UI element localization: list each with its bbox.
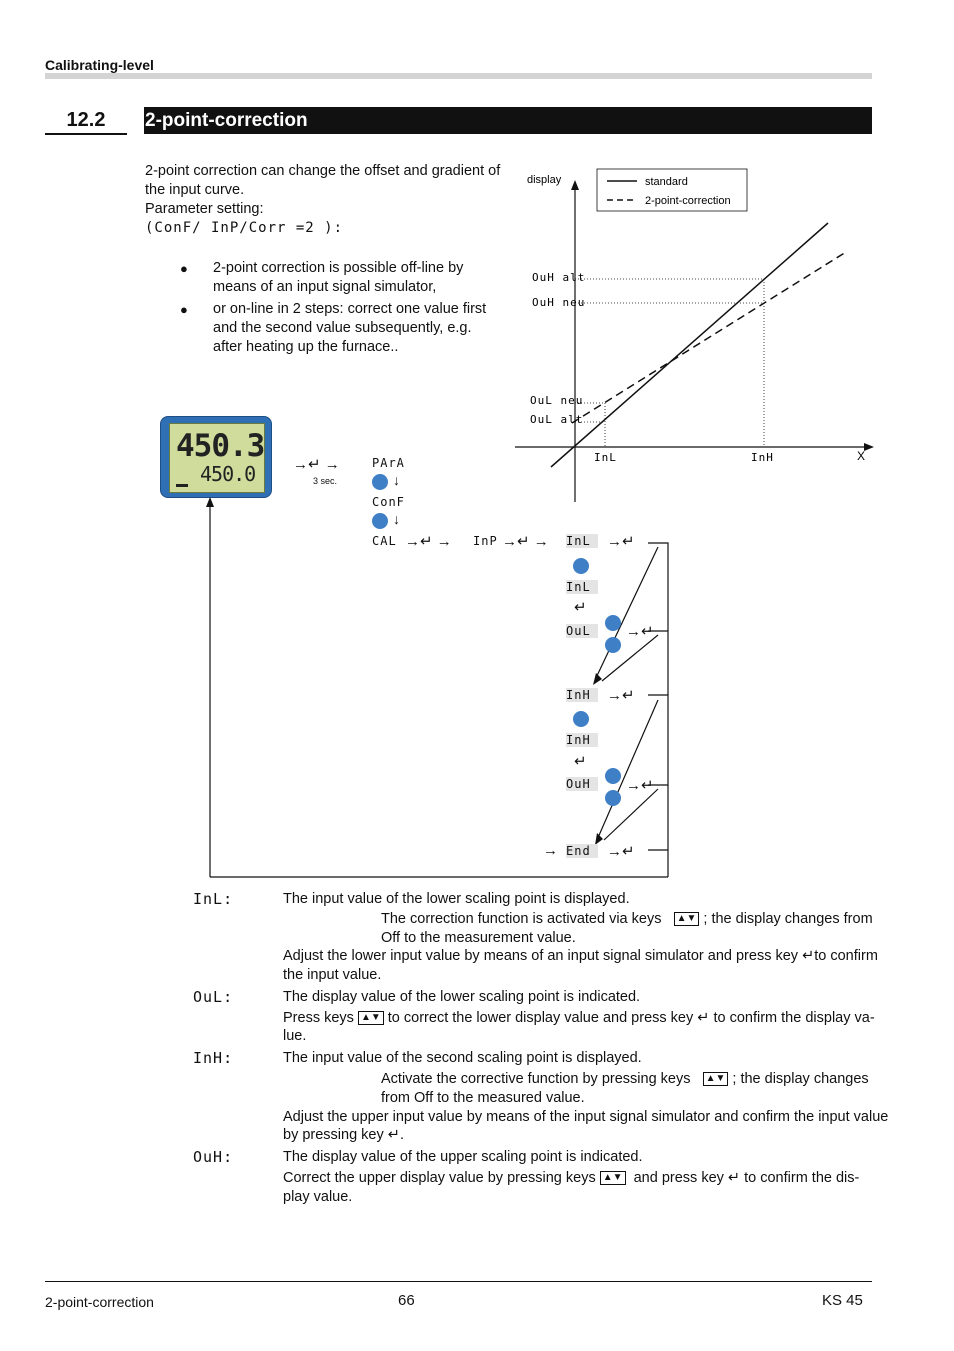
intro-line-2: the input curve. (145, 182, 245, 198)
return-arrow (206, 497, 214, 507)
footer-section: 2-point-correction (45, 1294, 154, 1310)
arrowhead (593, 673, 602, 685)
marker-oul-alt: OuL alt (530, 413, 584, 426)
lcd-indicator (176, 484, 188, 487)
flow-node-ouh: OuH (566, 777, 598, 791)
legend-correction: 2-point-correction (645, 195, 731, 207)
down-key-icon (605, 637, 621, 653)
device-display (160, 416, 272, 498)
enter-key-icon: ↵ (574, 753, 587, 770)
series-standard (551, 223, 828, 467)
bullet-1-line-1: 2-point correction is possible off-line by (213, 260, 464, 276)
flow-node-inh-active: InH (566, 733, 598, 747)
bullet-2-line-2: and the second value subsequently, e.g. (213, 320, 472, 336)
term-inl: InL: (193, 890, 234, 908)
desc-inl-1: The input value of the lower scaling point is displayed. (283, 891, 630, 907)
lcd-screen (169, 423, 265, 493)
up-key-icon (605, 615, 621, 631)
flow-node-end: End (566, 844, 598, 858)
flow-enter-arrows: →↵ (607, 843, 635, 860)
down-arrow-icon: ↓ (393, 472, 400, 488)
flow-node-para: PArA (372, 456, 405, 470)
marker-oul-neu: OuL neu (530, 394, 584, 407)
flow-hold-label: 3 sec. (313, 476, 338, 486)
up-down-keys-icon: ▲▼ (703, 1072, 729, 1086)
section-title: 2-point-correction (145, 110, 308, 131)
flow-arrow: → (543, 842, 558, 859)
desc-inh-3: from Off to the measured value. (381, 1090, 585, 1106)
marker-ouh-neu: OuH neu (532, 296, 586, 309)
flow-node-oul: OuL (566, 624, 598, 638)
flow-right-rail (648, 543, 668, 877)
desc-inl-3: Off to the measurement value. (381, 930, 576, 946)
enter-key-icon: ↵ (727, 1170, 741, 1186)
desc-inh-5: by pressing key ↵. (283, 1127, 404, 1143)
lcd-top-value: 450.3 (176, 428, 265, 464)
desc-inh-1: The input value of the second scaling point is displayed. (283, 1050, 642, 1066)
enter-key-icon: ↵ (387, 1127, 400, 1143)
desc-inh-2: Activate the corrective function by pressing keys ▲▼ ; the display changes (381, 1071, 869, 1087)
desc-ouh-2: Correct the upper display value by pressing keys ▲▼ and press key ↵ to confirm the dis- (283, 1170, 860, 1186)
desc-inl-2: The correction function is activated via keys ▲▼ ; the display changes from (381, 911, 873, 927)
bullet-dot: ● (180, 302, 188, 317)
flow-arrow-inl-inh (595, 547, 658, 680)
desc-oul-3: lue. (283, 1028, 307, 1044)
bullet-2-line-1: or on-line in 2 steps: correct one value first (213, 301, 487, 317)
header-rule (45, 73, 872, 79)
flow-node-conf: ConF (372, 495, 405, 509)
chart-ylabel: display (527, 174, 562, 186)
marker-ouh-alt: OuH alt (532, 271, 586, 284)
desc-inl-4: Adjust the lower input value by means of an input signal simulator and press key ↵to confirm (283, 948, 878, 964)
desc-oul-1: The display value of the lower scaling point is indicated. (283, 989, 641, 1005)
flow-enter-arrows: →↵ (626, 777, 654, 794)
desc-inl-5: the input value. (283, 967, 382, 983)
marker-inh: InH (751, 451, 774, 464)
flow-node-inh: InH (566, 688, 598, 702)
down-key-icon (372, 513, 388, 529)
flow-node-inl-active: InL (566, 580, 598, 594)
up-down-keys-icon: ▲▼ (358, 1011, 384, 1025)
footer-rule (45, 1281, 872, 1282)
level-title: Calibrating-level (45, 57, 154, 73)
desc-ouh-3: play value. (283, 1189, 353, 1205)
bullet-1-line-2: means of an input signal simulator, (213, 279, 437, 295)
footer-page-number: 66 (398, 1292, 415, 1309)
flow-enter-arrows: →↵ → (293, 456, 340, 473)
intro-line-1: 2-point correction can change the offset and gradient of (145, 163, 501, 179)
term-ouh: OuH: (193, 1148, 234, 1166)
bullet-2-line-3: after heating up the furnace.. (213, 339, 399, 355)
marker-inl: InL (594, 451, 617, 464)
enter-key-icon: ↵ (697, 1010, 710, 1026)
desc-oul-2: Press keys ▲▼ to correct the lower display value and press key ↵ to confirm the display va- (283, 1010, 875, 1026)
up-key-icon (573, 711, 589, 727)
flow-node-cal: CAL (372, 534, 397, 548)
flow-enter-arrows: →↵ → (405, 533, 452, 550)
down-arrow-icon: ↓ (393, 511, 400, 527)
intro-line-3: Parameter setting: (145, 201, 264, 217)
enter-key-icon: ↵ (574, 599, 587, 616)
x-axis-arrow (864, 443, 874, 451)
section-number: 12.2 (45, 107, 127, 135)
series-correction (572, 252, 846, 423)
intro-parameter-path: (ConF/ InP/Corr =2 ): (145, 220, 344, 236)
flow-node-inp: InP (473, 534, 498, 548)
up-down-keys-icon: ▲▼ (674, 912, 700, 926)
bullet-dot: ● (180, 261, 188, 276)
up-key-icon (573, 558, 589, 574)
legend-standard: standard (645, 176, 688, 188)
y-axis-arrow (571, 180, 579, 190)
lcd-bottom-value: 450.0 (200, 462, 256, 486)
flow-enter-arrows: →↵ (607, 533, 635, 550)
flow-enter-arrows: →↵ → (502, 533, 549, 550)
enter-key-icon: ↵ (802, 948, 815, 964)
down-key-icon (372, 474, 388, 490)
flow-enter-arrows: →↵ (607, 687, 635, 704)
flow-node-inl: InL (566, 534, 598, 548)
desc-inh-4: Adjust the upper input value by means of the input signal simulator and confirm the input value (283, 1109, 889, 1125)
up-down-keys-icon: ▲▼ (600, 1171, 626, 1185)
down-key-icon (605, 790, 621, 806)
flow-enter-arrows: →↵ (626, 623, 654, 640)
correction-chart (510, 160, 880, 505)
footer-product: KS 45 (822, 1292, 863, 1309)
desc-ouh-1: The display value of the upper scaling point is indicated. (283, 1149, 643, 1165)
term-oul: OuL: (193, 988, 234, 1006)
chart-xlabel: X (857, 449, 866, 463)
up-key-icon (605, 768, 621, 784)
term-inh: InH: (193, 1049, 234, 1067)
